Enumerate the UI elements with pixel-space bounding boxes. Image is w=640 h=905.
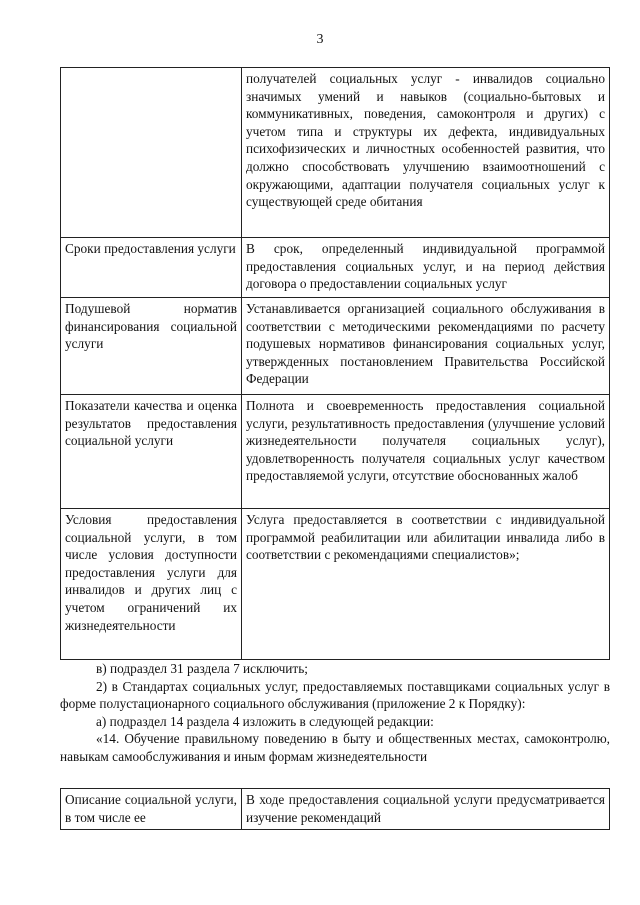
row-label: Подушевой норматив финансирования социальной услуги <box>61 298 242 395</box>
row-text: получателей социальных услуг - инвалидов социально значимых умений и навыков (социально-бытовых и коммуникативных, поведения, самоконтроля и других) с учетом типа и структуры их дефекта, индивидуальных психофизических и личностных особенностей развития, что должно способствовать улучшению взаимоотношений с окружающими, адаптации получателя социальных услуг к существующей среде обитания <box>242 68 610 238</box>
page-number: 3 <box>316 32 324 47</box>
table-row <box>61 789 610 830</box>
row-label <box>61 68 242 238</box>
paragraph: 2) в Стандартах социальных услуг, предоставляемых поставщиками социальных услуг в форме полустационарного социального обслуживания (приложение 2 к Порядку): <box>60 678 610 712</box>
standard-table-continued <box>60 788 610 830</box>
standard-table <box>60 67 610 660</box>
table-row <box>61 238 610 298</box>
table-row <box>61 298 610 395</box>
row-text: В ходе предоставления социальной услуги предусматривается изучение рекомендаций <box>242 789 610 830</box>
paragraph: а) подраздел 14 раздела 4 изложить в следующей редакции: <box>96 713 434 729</box>
row-text: Услуга предоставляется в соответствии с индивидуальной программой реабилитации или абилитации инвалида либо в соответствии с рекомендациями специалистов»; <box>242 509 610 660</box>
row-text: Полнота и своевременность предоставления социальной услуги, результативность предоставления (улучшение условий жизнедеятельности получателя социальных услуг), удовлетворенность получателя социальных услуг качеством предоставляемой услуги, отсутствие обоснованных жалоб <box>242 395 610 509</box>
paragraph: «14. Обучение правильному поведению в быту и общественных местах, самоконтролю, навыкам самообслуживания и иным формам жизнедеятельности <box>60 731 610 764</box>
table-row <box>61 395 610 509</box>
row-label: Сроки предоставления услуги <box>61 238 242 298</box>
row-label: Показатели качества и оценка результатов предоставления социальной услуги <box>61 395 242 509</box>
table-row <box>61 68 610 238</box>
table-row <box>61 509 610 660</box>
row-text: В срок, определенный индивидуальной программой предоставления социальных услуг, и на период действия договора о предоставлении социальных услуг <box>242 238 610 298</box>
row-text: Устанавливается организацией социального обслуживания в соответствии с методическими рекомендациями по расчету подушевых нормативов финансирования социальных услуг, утвержденных постановлением Правительства Российской Федерации <box>242 298 610 395</box>
row-label: Описание социальной услуги, в том числе ее <box>61 789 242 830</box>
paragraph: в) подраздел 31 раздела 7 исключить; <box>96 661 308 676</box>
row-label: Условия предоставления социальной услуги, в том числе условия доступности предоставления услуги для инвалидов и других лиц с учетом ограничений их жизнедеятельности <box>61 509 242 660</box>
body-text <box>60 660 610 766</box>
